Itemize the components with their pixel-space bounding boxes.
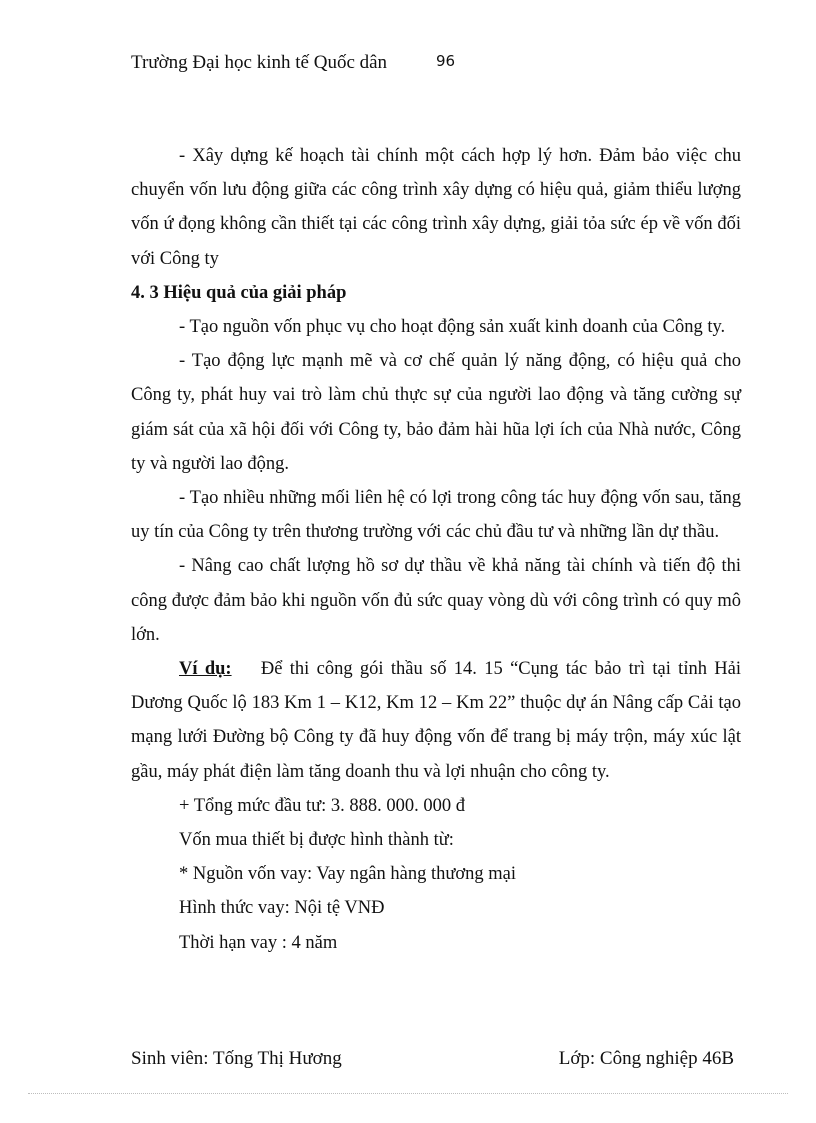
loan-source-line: * Nguồn vốn vay: Vay ngân hàng thương mại <box>179 864 517 885</box>
section-heading: 4. 3 Hiệu quả của giải pháp <box>131 282 347 303</box>
paragraph-motivation: - Tạo động lực mạnh mẽ và cơ chế quản lý năng động, có hiệu quả cho Công ty, phát huy vai trò làm chủ thực sự của người lao động và tăng cường sự giám sát của xã hội đối với Công ty, bảo đảm hài hũa lợi ích của Nhà nước, Công ty và người lao động. <box>131 351 741 474</box>
loan-type-line: Hình thức vay: Nội tệ VNĐ <box>179 898 385 919</box>
example-label: Ví dụ: <box>179 659 232 680</box>
page-header-school: Trường Đại học kinh tế Quốc dân <box>131 52 388 73</box>
page-bottom-divider <box>28 1093 788 1094</box>
footer-class: Lớp: Công nghiệp 46B <box>558 1048 734 1069</box>
page-number: 96 <box>436 52 456 70</box>
paragraph-relations: - Tạo nhiều những mối liên hệ có lợi trong công tác huy động vốn sau, tăng uy tín của Công ty trên thương trường với các chủ đầu tư và những lần dự thầu. <box>131 488 741 543</box>
paragraph-financial-plan: - Xây dựng kế hoạch tài chính một cách hợp lý hơn. Đảm bảo việc chu chuyển vốn lưu động giữa các công trình xây dựng có hiệu quả, giảm thiểu lượng vốn ứ đọng không cần thiết tại các công trình xây dựng, giải tỏa sức ép về vốn đối với Công ty <box>131 146 741 269</box>
footer-student: Sinh viên: Tống Thị Hương <box>131 1048 342 1069</box>
document-body <box>131 139 741 960</box>
example-text: Để thi công gói thầu số 14. 15 “Cụng tác bảo trì tại tỉnh Hải Dương Quốc lộ 183 Km 1 – K12, Km 12 – Km 22” thuộc dự án Nâng cấp Cải tạo mạng lưới Đường bộ Công ty đã huy động vốn để trang bị máy trộn, máy xúc lật gầu, máy phát điện làm tăng doanh thu và lợi nhuận cho công ty. <box>131 659 741 782</box>
paragraph-example <box>131 652 741 789</box>
paragraph-bid-quality: - Nâng cao chất lượng hồ sơ dự thầu về khả năng tài chính và tiến độ thi công được đảm bảo khi nguồn vốn đủ sức quay vòng dù với công trình có quy mô lớn. <box>131 556 741 645</box>
equipment-source-line: Vốn mua thiết bị được hình thành từ: <box>179 830 454 851</box>
investment-total-line: + Tổng mức đầu tư: 3. 888. 000. 000 đ <box>179 795 466 816</box>
loan-term-line: Thời hạn vay : 4 năm <box>179 932 338 953</box>
paragraph-capital-source: - Tạo nguồn vốn phục vụ cho hoạt động sản xuất kinh doanh của Công ty. <box>179 317 726 338</box>
